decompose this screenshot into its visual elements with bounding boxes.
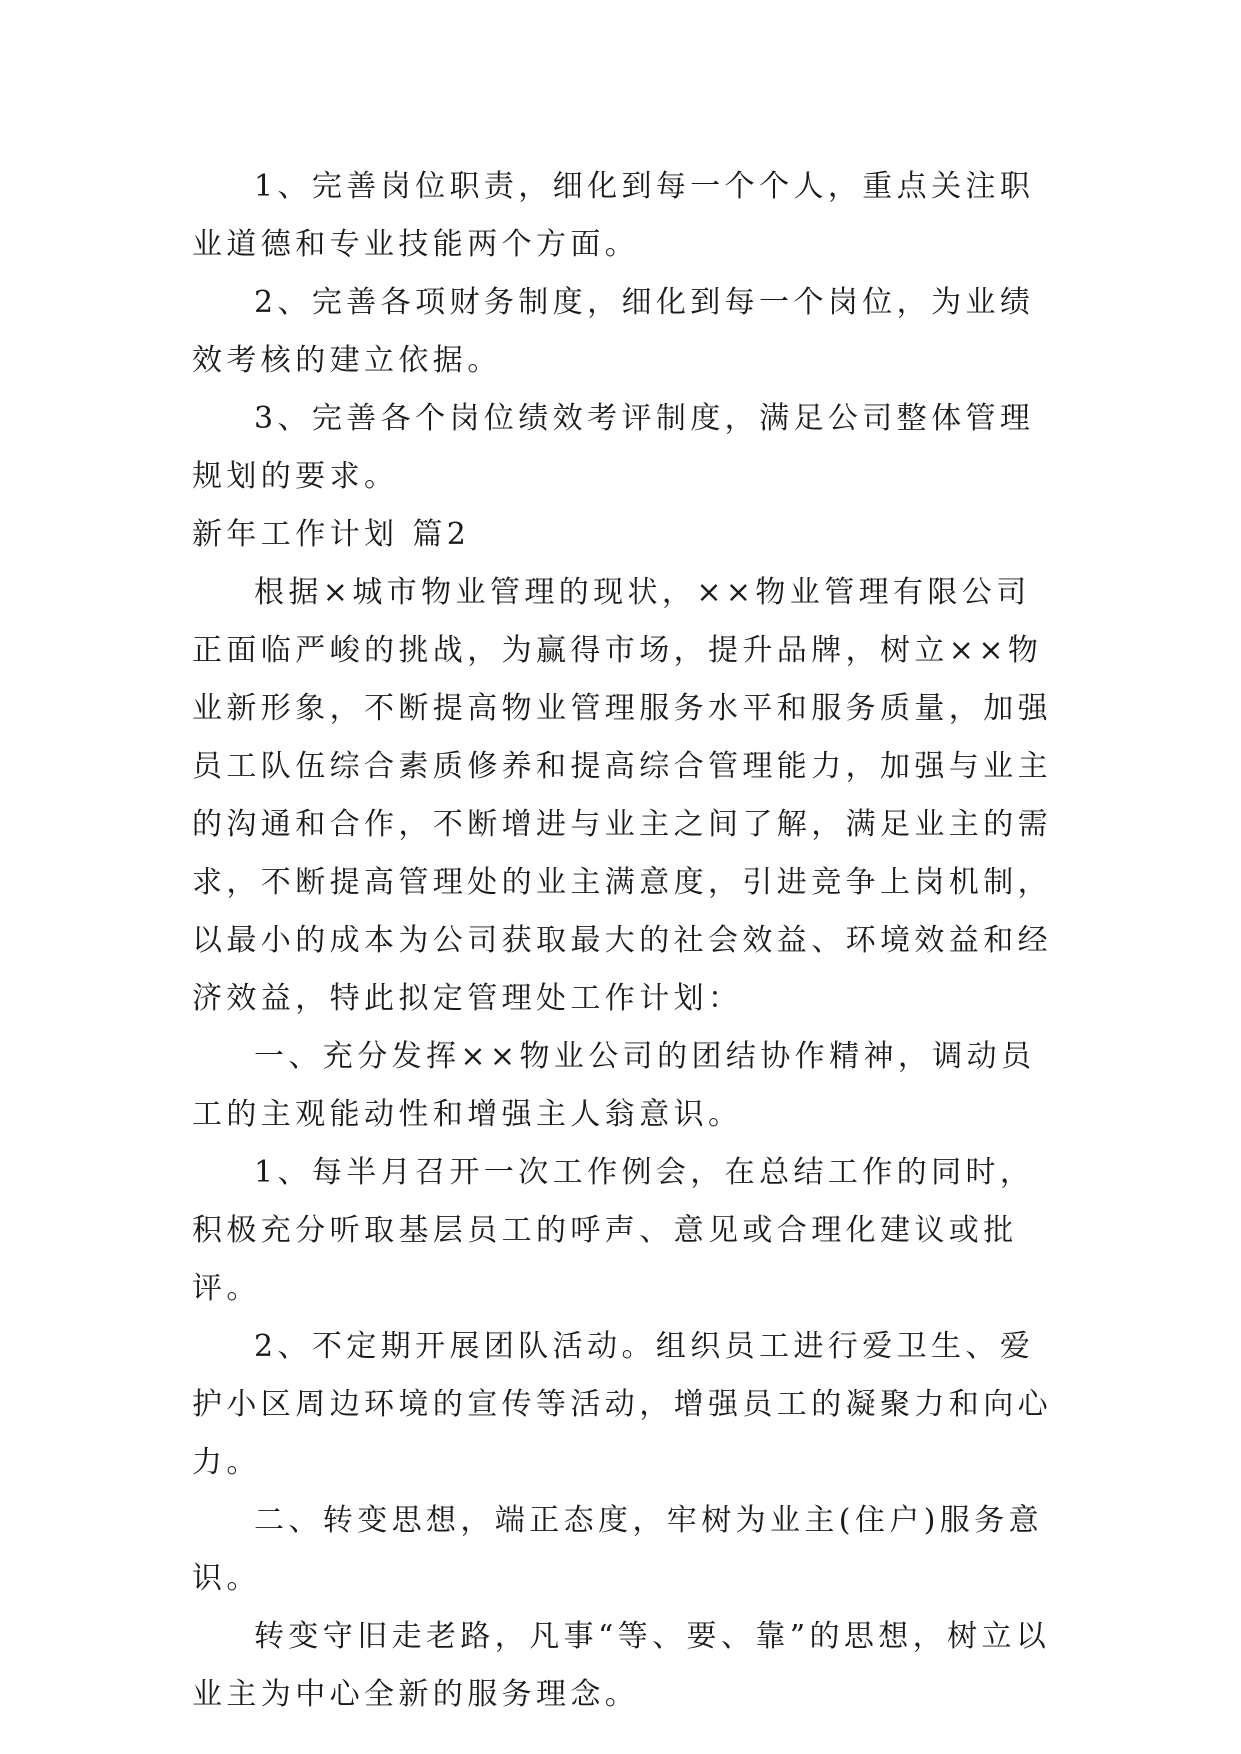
- paragraph-point-one-1: 1、每半月召开一次工作例会，在总结工作的同时，积极充分听取基层员工的呼声、意见或合理化建议或批评。: [192, 1155, 1035, 1306]
- paragraph-duty-1: 1、完善岗位职责，细化到每一个个人，重点关注职业道德和专业技能两个方面。: [192, 169, 1035, 262]
- paragraph-point-two-detail: 转变守旧走老路，凡事“等、要、靠”的思想，树立以业主为中心全新的服务理念。: [192, 1619, 1051, 1712]
- document-body: [192, 158, 1062, 1724]
- paragraph-intro: 根据×城市物业管理的现状，××物业管理有限公司正面临严峻的挑战，为赢得市场，提升品牌，树立××物业新形象，不断提高物业管理服务水平和服务质量，加强员工队伍综合素质修养和提高综合管理能力，加强与业主的沟通和合作，不断增进与业主之间了解，满足业主的需求，不断提高管理处的业主满意度，引进竞争上岗机制，以最小的成本为公司获取最大的社会效益、环境效益和经济效益，特此拟定管理处工作计划：: [192, 575, 1052, 1016]
- paragraph-point-two: 二、转变思想，端正态度，牢树为业主(住户)服务意识。: [192, 1503, 1044, 1596]
- paragraph-duty-2: 2、完善各项财务制度，细化到每一个岗位，为业绩效考核的建立依据。: [192, 285, 1035, 378]
- paragraph-point-one-2: 2、不定期开展团队活动。组织员工进行爱卫生、爱护小区周边环境的宣传等活动，增强员工的凝聚力和向心力。: [192, 1329, 1052, 1480]
- paragraph-point-one: 一、充分发挥××物业公司的团结协作精神，调动员工的主观能动性和增强主人翁意识。: [192, 1039, 1036, 1132]
- section-heading: 新年工作计划 篇2: [192, 517, 471, 552]
- paragraph-duty-3: 3、完善各个岗位绩效考评制度，满足公司整体管理规划的要求。: [192, 401, 1035, 494]
